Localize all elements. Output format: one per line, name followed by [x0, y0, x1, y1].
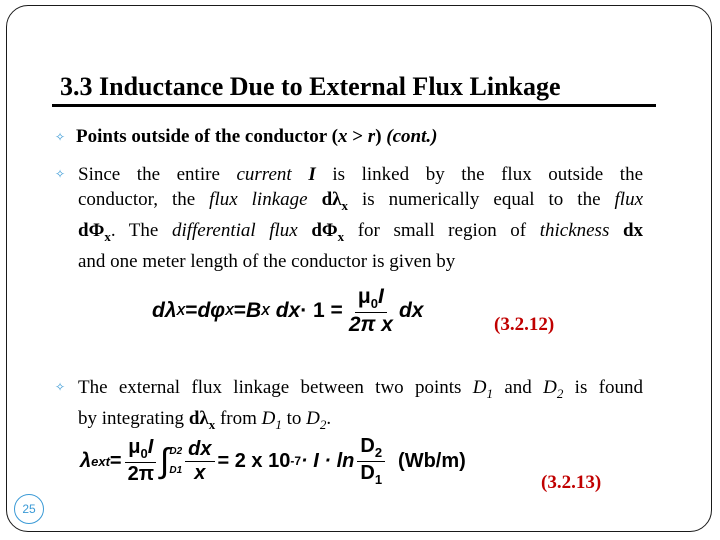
equation-label-3-2-13: (3.2.13) [541, 472, 602, 493]
equation-3-2-12: dλ X = dφ X = B X dx · 1 = $\frac{\mu_0I}{\text{2π x}}$ dx [152, 285, 424, 336]
curled-bullet-icon: ✧ [55, 130, 66, 144]
bullet-points-outside: Points outside of the conductor (x > r) (cont.) [76, 126, 438, 147]
page-number-badge: 25 [14, 494, 44, 524]
bullet-flux-linkage-paragraph: Since the entire current I is linked by the flux outside the conductor, the flux linkage $d\lambda_x$ is numerically equal to the flux $d\Phi_x$. The differential flux $d\Phi_x$ for small region of thickness dx and one meter length of the conductor is given by [78, 164, 644, 272]
equation-label-3-2-12: (3.2.12) [494, 314, 555, 335]
bullet-external-flux-linkage: The external flux linkage between two points $D_1$ and $D_2$ is found by integrating $d\lambda_x$ from $D_1$ to $D_2$. [78, 377, 643, 432]
equation-3-2-13: λ ext = $\frac{\mu_0I}{2\pi}$ ∫ D2 D1 $\frac{dx}{x}$ = 2 x 10 -7 · I · ln $\frac{D_2}{D_1}$ (Wb/m) [80, 435, 466, 487]
curled-bullet-icon: ✧ [55, 380, 66, 394]
title-underline [52, 104, 656, 107]
curled-bullet-icon: ✧ [55, 167, 66, 181]
slide-title: 3.3 Inductance Due to External Flux Linkage [60, 72, 561, 101]
